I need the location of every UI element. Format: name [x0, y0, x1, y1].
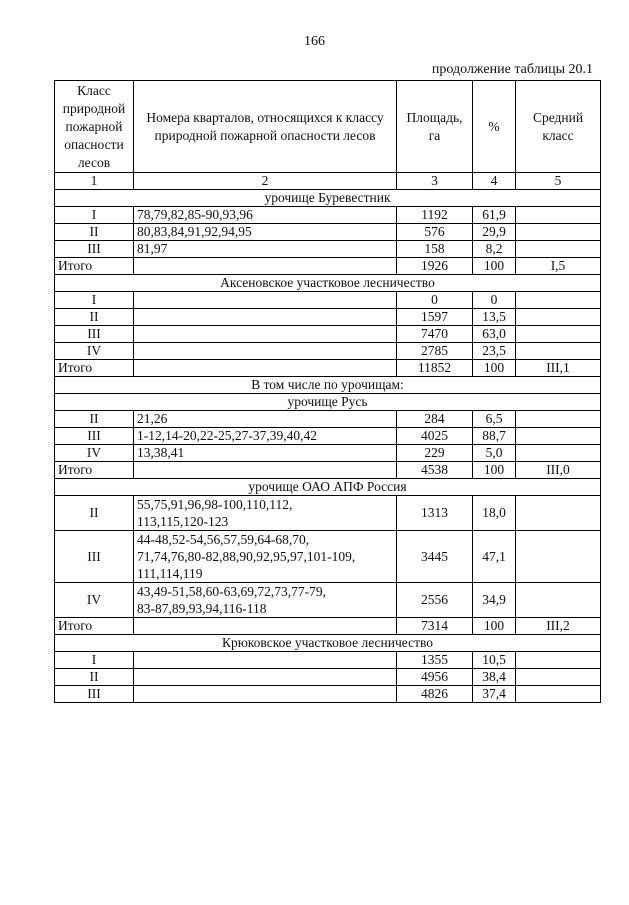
quarters-cell: 80,83,84,91,92,94,95: [134, 224, 397, 241]
total-row: [55, 258, 601, 275]
area-cell: 229: [397, 445, 473, 462]
percent-cell: 88,7: [473, 428, 516, 445]
area-cell: 2785: [397, 343, 473, 360]
quarters-cell: [134, 652, 397, 669]
total-row: [55, 618, 601, 635]
header-area: Площадь, га: [397, 81, 473, 173]
avg-class-cell: [516, 652, 601, 669]
table-row: [55, 531, 601, 583]
area-cell: 1313: [397, 496, 473, 531]
table-row: [55, 241, 601, 258]
total-row: [55, 462, 601, 479]
total-label: Итого: [55, 258, 134, 275]
quarters-cell: 81,97: [134, 241, 397, 258]
class-cell: III: [55, 531, 134, 583]
percent-cell: 61,9: [473, 207, 516, 224]
table-row: [55, 224, 601, 241]
percent-cell: 100: [473, 258, 516, 275]
quarters-cell: [134, 462, 397, 479]
section-title: урочище Буревестник: [55, 190, 601, 207]
percent-cell: 23,5: [473, 343, 516, 360]
class-cell: III: [55, 686, 134, 703]
column-number-row: [55, 173, 601, 190]
page-number: 166: [304, 34, 325, 49]
table-row: [55, 669, 601, 686]
table-row: [55, 309, 601, 326]
percent-cell: 0: [473, 292, 516, 309]
percent-cell: 10,5: [473, 652, 516, 669]
class-cell: I: [55, 207, 134, 224]
section-title-row: [55, 275, 601, 292]
percent-cell: 18,0: [473, 496, 516, 531]
avg-class-cell: III,1: [516, 360, 601, 377]
section-title: урочище Русь: [55, 394, 601, 411]
percent-cell: 100: [473, 618, 516, 635]
quarters-line: 43,49-51,58,60-63,69,72,73,77-79,: [137, 584, 326, 599]
area-cell: 4025: [397, 428, 473, 445]
avg-class-cell: [516, 531, 601, 583]
class-cell: II: [55, 669, 134, 686]
avg-class-cell: [516, 326, 601, 343]
quarters-cell: [134, 258, 397, 275]
area-cell: 3445: [397, 531, 473, 583]
area-cell: 2556: [397, 583, 473, 618]
avg-class-cell: III,2: [516, 618, 601, 635]
class-cell: II: [55, 496, 134, 531]
table-row: [55, 207, 601, 224]
avg-class-cell: [516, 669, 601, 686]
area-cell: 284: [397, 411, 473, 428]
area-cell: 0: [397, 292, 473, 309]
class-cell: IV: [55, 445, 134, 462]
table-row: [55, 428, 601, 445]
avg-class-cell: [516, 224, 601, 241]
avg-class-cell: [516, 686, 601, 703]
total-label: Итого: [55, 360, 134, 377]
section-title-row: [55, 394, 601, 411]
percent-cell: 34,9: [473, 583, 516, 618]
table-row: [55, 445, 601, 462]
percent-cell: 63,0: [473, 326, 516, 343]
quarters-cell: [134, 669, 397, 686]
total-label: Итого: [55, 618, 134, 635]
section-title: Аксеновское участковое лесничество: [55, 275, 601, 292]
quarters-line: 55,75,91,96,98-100,110,112,: [137, 497, 293, 512]
table-continuation-label: продолжение таблицы 20.1: [431, 62, 593, 77]
avg-class-cell: III,0: [516, 462, 601, 479]
percent-cell: 29,9: [473, 224, 516, 241]
quarters-cell: [134, 326, 397, 343]
quarters-cell: [134, 496, 397, 531]
header-avg-class: Средний класс: [516, 81, 601, 173]
quarters-cell: [134, 292, 397, 309]
quarters-line: 71,74,76,80-82,88,90,92,95,97,101-109,: [137, 549, 356, 564]
column-number: 1: [55, 173, 134, 190]
header-percent: %: [473, 81, 516, 173]
header-class: Класс природной пожарной опасности лесов: [55, 81, 134, 173]
area-cell: 1926: [397, 258, 473, 275]
quarters-cell: [134, 686, 397, 703]
avg-class-cell: [516, 292, 601, 309]
section-title: Крюковское участковое лесничество: [55, 635, 601, 652]
percent-cell: 37,4: [473, 686, 516, 703]
area-cell: 4826: [397, 686, 473, 703]
avg-class-cell: [516, 583, 601, 618]
quarters-cell: [134, 360, 397, 377]
quarters-cell: [134, 309, 397, 326]
avg-class-cell: [516, 309, 601, 326]
area-cell: 1355: [397, 652, 473, 669]
percent-cell: 38,4: [473, 669, 516, 686]
column-number: 4: [473, 173, 516, 190]
section-title-row: [55, 377, 601, 394]
quarters-cell: 13,38,41: [134, 445, 397, 462]
table-row: [55, 583, 601, 618]
table-row: [55, 343, 601, 360]
quarters-cell: 78,79,82,85-90,93,96: [134, 207, 397, 224]
quarters-line: 83-87,89,93,94,116-118: [137, 601, 267, 616]
table-row: [55, 652, 601, 669]
class-cell: II: [55, 411, 134, 428]
percent-cell: 47,1: [473, 531, 516, 583]
avg-class-cell: [516, 445, 601, 462]
quarters-cell: 1-12,14-20,22-25,27-37,39,40,42: [134, 428, 397, 445]
column-number: 3: [397, 173, 473, 190]
percent-cell: 5,0: [473, 445, 516, 462]
avg-class-cell: [516, 241, 601, 258]
class-cell: II: [55, 309, 134, 326]
section-title-row: [55, 635, 601, 652]
area-cell: 1597: [397, 309, 473, 326]
quarters-cell: [134, 583, 397, 618]
avg-class-cell: [516, 428, 601, 445]
quarters-cell: [134, 343, 397, 360]
class-cell: II: [55, 224, 134, 241]
area-cell: 1192: [397, 207, 473, 224]
class-cell: III: [55, 428, 134, 445]
table-row: [55, 326, 601, 343]
quarters-line: 113,115,120-123: [137, 514, 229, 529]
quarters-cell: [134, 618, 397, 635]
table-row: [55, 496, 601, 531]
quarters-line: 44-48,52-54,56,57,59,64-68,70,: [137, 532, 310, 547]
section-title-row: [55, 479, 601, 496]
class-cell: IV: [55, 343, 134, 360]
area-cell: 7314: [397, 618, 473, 635]
avg-class-cell: [516, 343, 601, 360]
fire-danger-table: [54, 80, 601, 703]
percent-cell: 6,5: [473, 411, 516, 428]
table-row: [55, 292, 601, 309]
area-cell: 4538: [397, 462, 473, 479]
table-header-row: [55, 81, 601, 173]
avg-class-cell: [516, 207, 601, 224]
percent-cell: 100: [473, 462, 516, 479]
quarters-line: 111,114,119: [137, 566, 203, 581]
area-cell: 11852: [397, 360, 473, 377]
class-cell: I: [55, 292, 134, 309]
avg-class-cell: I,5: [516, 258, 601, 275]
section-title: урочище ОАО АПФ Россия: [55, 479, 601, 496]
table-row: [55, 686, 601, 703]
table-row: [55, 411, 601, 428]
quarters-cell: 21,26: [134, 411, 397, 428]
class-cell: I: [55, 652, 134, 669]
area-cell: 576: [397, 224, 473, 241]
section-title: В том числе по урочищам:: [55, 377, 601, 394]
total-label: Итого: [55, 462, 134, 479]
column-number: 5: [516, 173, 601, 190]
section-title-row: [55, 190, 601, 207]
header-quarters: Номера кварталов, относящихся к классу природной пожарной опасности лесов: [134, 81, 397, 173]
area-cell: 7470: [397, 326, 473, 343]
quarters-cell: [134, 531, 397, 583]
class-cell: III: [55, 241, 134, 258]
percent-cell: 8,2: [473, 241, 516, 258]
avg-class-cell: [516, 411, 601, 428]
class-cell: IV: [55, 583, 134, 618]
area-cell: 158: [397, 241, 473, 258]
class-cell: III: [55, 326, 134, 343]
avg-class-cell: [516, 496, 601, 531]
area-cell: 4956: [397, 669, 473, 686]
percent-cell: 13,5: [473, 309, 516, 326]
percent-cell: 100: [473, 360, 516, 377]
column-number: 2: [134, 173, 397, 190]
total-row: [55, 360, 601, 377]
